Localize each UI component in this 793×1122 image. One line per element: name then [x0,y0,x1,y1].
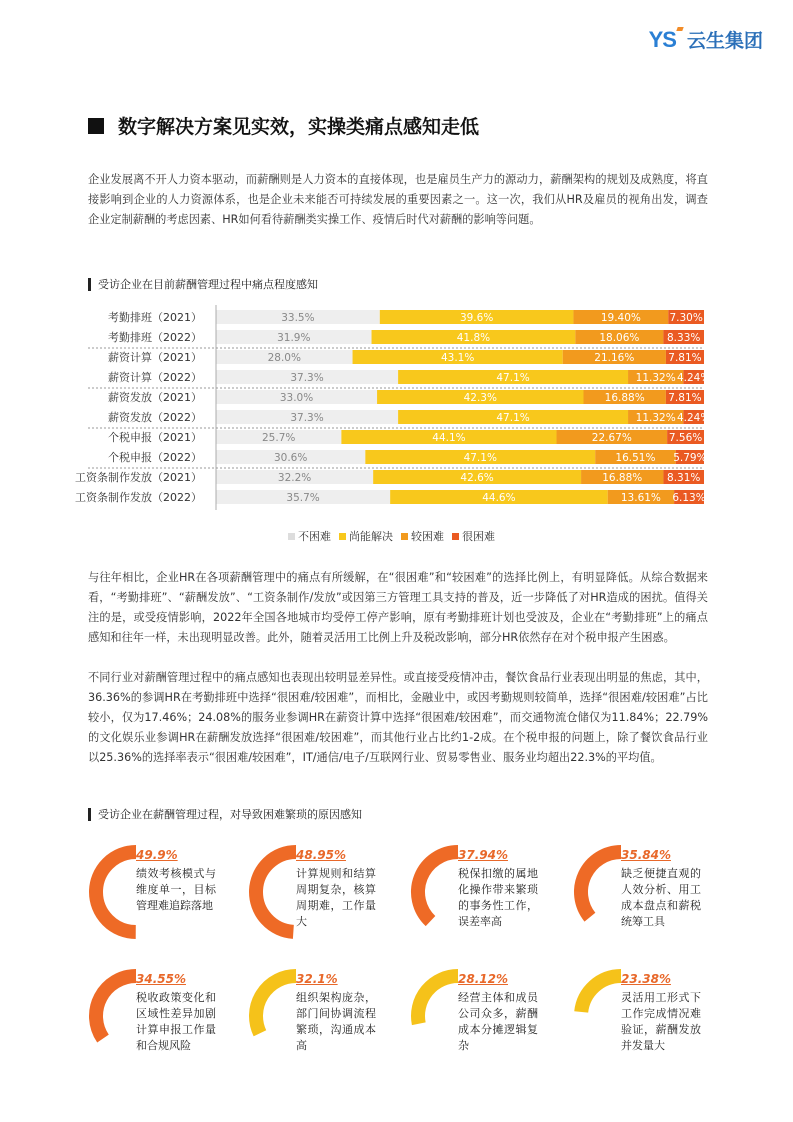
reason-description: 缺乏便捷直观的人效分析、用工成本盘点和薪税统筹工具 [621,867,701,928]
data-label: 42.3% [463,392,497,404]
data-label: 30.6% [273,452,308,464]
legend-label: 较困难 [411,530,444,543]
reason-percent: 34.55% [136,972,186,986]
reason-description: 计算规则和结算周期复杂，核算周期难，工作量大 [296,867,376,928]
reason-card [410,844,560,939]
reason-percent: 23.38% [621,972,671,986]
data-label: 7.81% [668,392,702,404]
data-label: 11.32% [635,372,676,384]
data-label: 7.81% [668,352,702,364]
category-label: 薪资计算（2022） [108,371,202,384]
data-label: 16.51% [615,452,656,464]
data-label: 8.33% [667,332,701,344]
section-heading [88,112,479,139]
data-label: 11.32% [635,412,676,424]
data-label: 44.1% [432,432,466,444]
chart-subtitle [88,276,318,292]
reason-card [573,968,723,1063]
ring-arc [581,852,621,917]
category-label: 考勤排班（2022） [108,331,202,344]
ring-arc [96,852,136,932]
reason-card [248,968,398,1063]
reason-card [88,968,238,1063]
data-label: 31.9% [277,332,311,344]
legend-swatch [401,533,408,540]
data-label: 43.1% [440,352,475,364]
reason-description: 经营主体和成员公司众多，薪酬成本分摊逻辑复杂 [458,991,538,1052]
reason-percent: 32.1% [296,972,338,986]
legend-item [339,528,393,544]
analysis-paragraph-2: 不同行业对薪酬管理过程中的痛点感知也表现出较明显差异性。或直接受疫情冲击，餐饮食品行业表现出明显的焦虑，其中，36.36%的参调HR在考勤排班中选择“很困难/较困难”，而相比，金融业中，或因考勤规则较简单，选择“很困难/较困难”占比较小，仅为17.46%；24.08%的服务业参调HR在薪资计算中选择“很困难/较困难”，而交通物流仓储仅为11.84%；22.79%的文化娱乐业参调HR在薪酬发放选择“很困难/较困难”，而其他行业占比约1-2成。在个税申报的问题上，除了餐饮食品行业以25.36%的选择率表示“很困难/较困难”，IT/通信/电子/互联网行业、贸易零售业、服务业均超出22.3%的平均值。 [88,671,708,764]
data-label: 16.88% [604,392,645,404]
data-label: 42.6% [460,472,494,484]
legend-item [401,528,444,544]
reason-card [410,968,560,1063]
logo-mark: YS [649,27,683,53]
category-label: 工资条制作发放（2021） [75,471,202,484]
data-label: 8.31% [667,472,701,484]
legend-label: 很困难 [462,530,495,543]
section-title: 数字解决方案见实效，实操类痛点感知走低 [118,116,480,138]
ring-arc [96,976,136,1039]
legend-label: 尚能解决 [349,530,393,543]
data-label: 21.16% [594,352,635,364]
data-label: 32.2% [277,472,312,484]
reason-card [573,844,723,939]
data-label: 41.8% [456,332,491,344]
data-label: 39.6% [459,312,494,324]
data-label: 5.79% [673,452,707,464]
chart-subtitle-text: 受访企业在目前薪酬管理过程中痛点程度感知 [98,278,318,291]
category-label: 薪资计算（2021） [108,351,202,364]
data-label: 47.1% [496,412,530,424]
ring-arc [256,852,296,932]
category-label: 工资条制作发放（2022） [75,491,202,504]
analysis-paragraph-1: 与往年相比，企业HR在各项薪酬管理中的痛点有所缓解，在“很困难”和“较困难”的选择比例上，有明显降低。从综合数据来看，“考勤排班”、“薪酬发放”、“工资条制作/发放”或因第三方管理工具支持的普及，近一步降低了对HR造成的困扰。值得关注的是，或受疫情影响，2022年全国各地城市均受停工停产影响，原有考勤排班计划也受波及，企业在“考勤排班”上的痛点感知和往年一样，未出现明显改善。此外，随着灵活用工比例上升及税改影响，部分HR依然存在对个税申报产生困惑。 [88,571,708,644]
reasons-subtitle [88,806,362,822]
reason-description: 绩效考核模式与维度单一，目标管理难追踪落地 [136,867,216,912]
reason-percent: 48.95% [296,848,346,862]
ring-arc [581,976,621,1012]
legend-item [452,528,495,544]
data-label: 35.7% [286,492,320,504]
data-label: 33.0% [279,392,314,404]
ring-arc [256,976,296,1033]
data-label: 22.67% [591,432,632,444]
reason-description: 灵活用工形式下工作完成情况难验证，薪酬发放并发量大 [621,991,701,1052]
reason-card [88,844,238,939]
legend-item [288,528,331,544]
data-label: 33.5% [281,312,315,324]
data-label: 6.13% [672,492,706,504]
data-label: 18.06% [599,332,640,344]
ring-arc [418,852,458,921]
category-label: 薪资发放（2021） [108,391,202,404]
logo-text: 云生集团 [686,30,763,52]
legend-label: 不困难 [298,530,331,543]
reason-percent: 35.84% [621,848,671,862]
subtitle-bar-icon [88,808,91,821]
ring-arc [418,976,458,1024]
logo [649,26,763,53]
reason-description: 组织架构庞杂，部门间协调流程繁琐，沟通成本高 [296,991,376,1052]
data-label: 7.56% [668,432,703,444]
data-label: 7.30% [669,312,703,324]
stacked-bar-chart [75,305,728,555]
intro-paragraph: 企业发展离不开人力资本驱动，而薪酬则是人力资本的直接体现，也是雇员生产力的源动力，薪酬架构的规划及成熟度，将直接影响到企业的人力资源体系，也是企业未来能否可持续发展的重要因素之一。这一次，我们从HR及雇员的视角出发，调查企业定制薪酬的考虑因素、HR如何看待薪酬类实操工作、疫情后时代对薪酬的影响等问题。 [88,173,708,226]
data-label: 37.3% [290,372,324,384]
category-label: 考勤排班（2021） [108,311,202,324]
reasons-subtitle-text: 受访企业在薪酬管理过程，对导致困难繁琐的原因感知 [98,808,362,821]
reason-card [248,844,398,939]
reason-percent: 28.12% [458,972,508,986]
legend-swatch [339,533,346,540]
subtitle-bar-icon [88,278,91,291]
data-label: 4.24% [676,372,711,384]
data-label: 19.40% [600,312,641,324]
data-label: 44.6% [482,492,516,504]
legend-swatch [288,533,295,540]
category-label: 个税申报（2021） [108,431,202,444]
data-label: 37.3% [290,412,324,424]
reason-percent: 37.94% [458,848,508,862]
data-label: 47.1% [463,452,497,464]
data-label: 25.7% [262,432,296,444]
category-label: 薪资发放（2022） [108,411,202,424]
data-label: 13.61% [620,492,661,504]
data-label: 47.1% [496,372,530,384]
reason-description: 税收政策变化和区域性差异加剧计算申报工作量和合规风险 [136,991,216,1052]
heading-square-icon [88,118,104,134]
legend-swatch [452,533,459,540]
chart-svg [75,305,728,520]
reason-percent: 49.9% [136,848,178,862]
category-label: 个税申报（2022） [108,451,202,464]
data-label: 16.88% [602,472,643,484]
data-label: 28.0% [267,352,301,364]
chart-legend [288,528,495,544]
reason-description: 税保扣缴的属地化操作带来繁琐的事务性工作，误差率高 [458,867,538,928]
data-label: 4.24% [676,412,711,424]
